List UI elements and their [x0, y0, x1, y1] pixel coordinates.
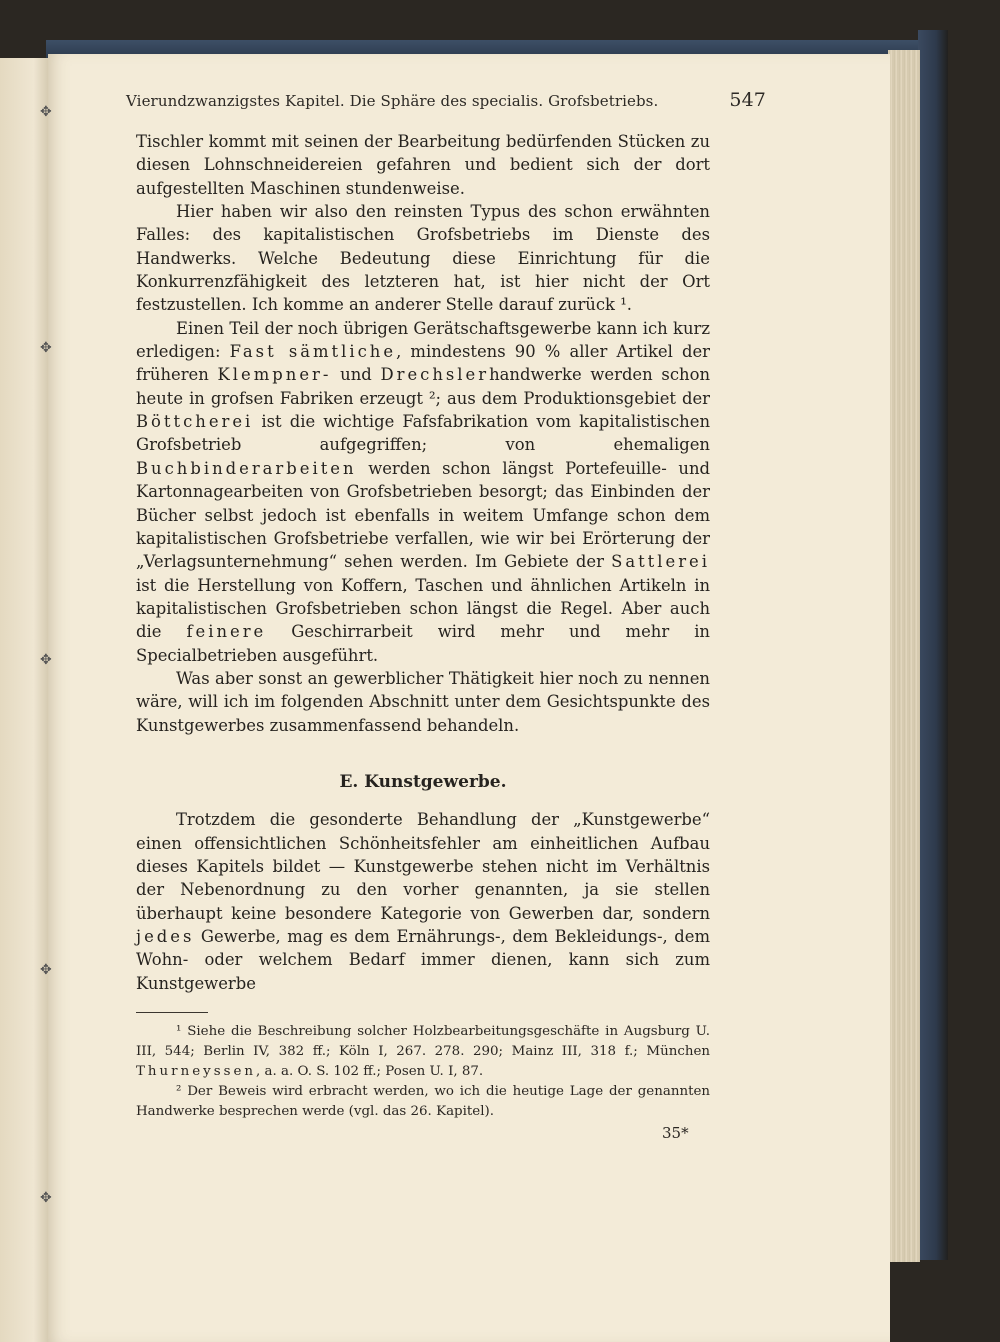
- page-stack-edges: [888, 50, 920, 1262]
- paragraph: [136, 317, 710, 667]
- page-number: 547: [729, 89, 766, 111]
- binding-stitch-mark: ✥: [40, 962, 52, 978]
- emphasis-text: Klempner-: [217, 365, 332, 385]
- running-header: [126, 89, 766, 111]
- section-heading: E. Kunstgewerbe.: [339, 771, 507, 792]
- text-run: , mindestens 90 % aller Artikel der früheren: [136, 342, 710, 385]
- paragraph: Hier haben wir also den reinsten Typus des schon erwähnten Falles: des kapitalistischen Grofsbetriebs im Dienste des Handwerks. Welche Bedeutung diese Einrichtung für die Konkurrenzfähigkeit des letzteren hat, ist hier nicht der Ort festzustellen. Ich komme an anderer Stelle darauf zurück ¹.: [136, 202, 710, 315]
- book-cover-edge: [918, 30, 948, 1260]
- paragraph: [136, 808, 710, 995]
- main-text: [136, 130, 710, 995]
- running-title: Vierundzwanzigstes Kapitel. Die Sphäre des specialis. Grofsbetriebs.: [126, 92, 659, 110]
- emphasis-text: Sattlerei: [611, 552, 710, 572]
- footnote-divider: [136, 1012, 208, 1013]
- text-run: Einen Teil der noch übrigen Gerätschaftsgewerbe kann ich kurz erledigen:: [136, 318, 710, 362]
- footnote: [136, 1022, 710, 1082]
- text-run: Geschirrarbeit wird mehr und mehr in Specialbetrieben ausgeführt.: [136, 622, 710, 665]
- text-run: Trotzdem die gesonderte Behandlung der „Kunstgewerbe“ einen offensichtlichen Schönheitsfehler am einheitlichen Aufbau dieses Kapitels bildet — Kunstgewerbe stehen nicht im Verhältnis der Nebenordnung zu den vorher genannten, ja sie stellen überhaupt keine besondere Kategorie von Gewerben dar, sondern: [136, 810, 710, 923]
- binding-stitch-mark: ✥: [40, 1190, 52, 1206]
- binding-stitch-mark: ✥: [40, 340, 52, 356]
- text-run: ist die wichtige Fafsfabrikation vom kapitalistischen Grofsbetrieb aufgegriffen; von ehemaligen: [136, 412, 710, 455]
- emphasis-text: Böttcherei: [136, 412, 254, 432]
- binding-stitch-mark: ✥: [40, 104, 52, 120]
- paragraph: Was aber sonst an gewerblicher Thätigkeit hier noch zu nennen wäre, will ich im folgenden Abschnitt unter dem Gesichtspunkte des Kunstgewerbes zusammenfassend behandeln.: [136, 668, 710, 735]
- emphasis-text: feinere: [186, 622, 267, 642]
- footnote: ² Der Beweis wird erbracht werden, wo ich die heutige Lage der genannten Handwerke besprechen werde (vgl. das 26. Kapitel).: [136, 1084, 710, 1119]
- text-run: , a. a. O. S. 102 ff.; Posen U. I, 87.: [256, 1064, 484, 1079]
- text-run: werden schon längst Portefeuille- und Kartonnagearbeiten von Grofsbetrieben besorgt; das Einbinden der Bücher selbst jedoch ist ebenfalls in weitem Umfange schon dem kapitalistischen Grofsbetriebe verfallen, wie wir bei Erörterung der „Verlagsunternehmung“ sehen werden. Im Gebiete der: [136, 458, 710, 572]
- facing-page-edge: [0, 58, 48, 1342]
- text-run: ¹ Siehe die Beschreibung solcher Holzbearbeitungsgeschäfte in Augsburg U. III, 544; Berlin IV, 382 ff.; Köln I, 267. 278. 290; Mainz III, 318 f.; München: [136, 1024, 710, 1059]
- emphasis-text: Fast sämtliche: [229, 342, 397, 362]
- paragraph: Tischler kommt mit seinen der Bearbeitung bedürfenden Stücken zu diesen Lohnschneidereien gefahren und bedient sich der dort aufgestellten Maschinen stundenweise.: [136, 132, 710, 198]
- footnotes: [136, 1022, 710, 1122]
- binding-stitch-mark: ✥: [40, 652, 52, 668]
- emphasis-text: Drechsler: [380, 365, 490, 385]
- emphasis-text: jedes: [136, 927, 195, 946]
- text-run: handwerke werden schon heute in grofsen Fabriken erzeugt ²; aus dem Produktionsgebiet der: [136, 365, 710, 408]
- signature-mark: 35*: [662, 1124, 689, 1142]
- text-run: Gewerbe, mag es dem Ernährungs-, dem Bekleidungs-, dem Wohn- oder welchem Bedarf immer dienen, kann sich zum Kunstgewerbe: [136, 927, 710, 993]
- text-run: ist die Herstellung von Koffern, Taschen und ähnlichen Artikeln in kapitalistischen Grofsbetrieben schon längst die Regel. Aber auch die: [136, 575, 710, 642]
- emphasis-text: Thurneyssen: [136, 1064, 256, 1079]
- text-run: und: [331, 365, 381, 385]
- emphasis-text: Buchbinderarbeiten: [136, 458, 357, 478]
